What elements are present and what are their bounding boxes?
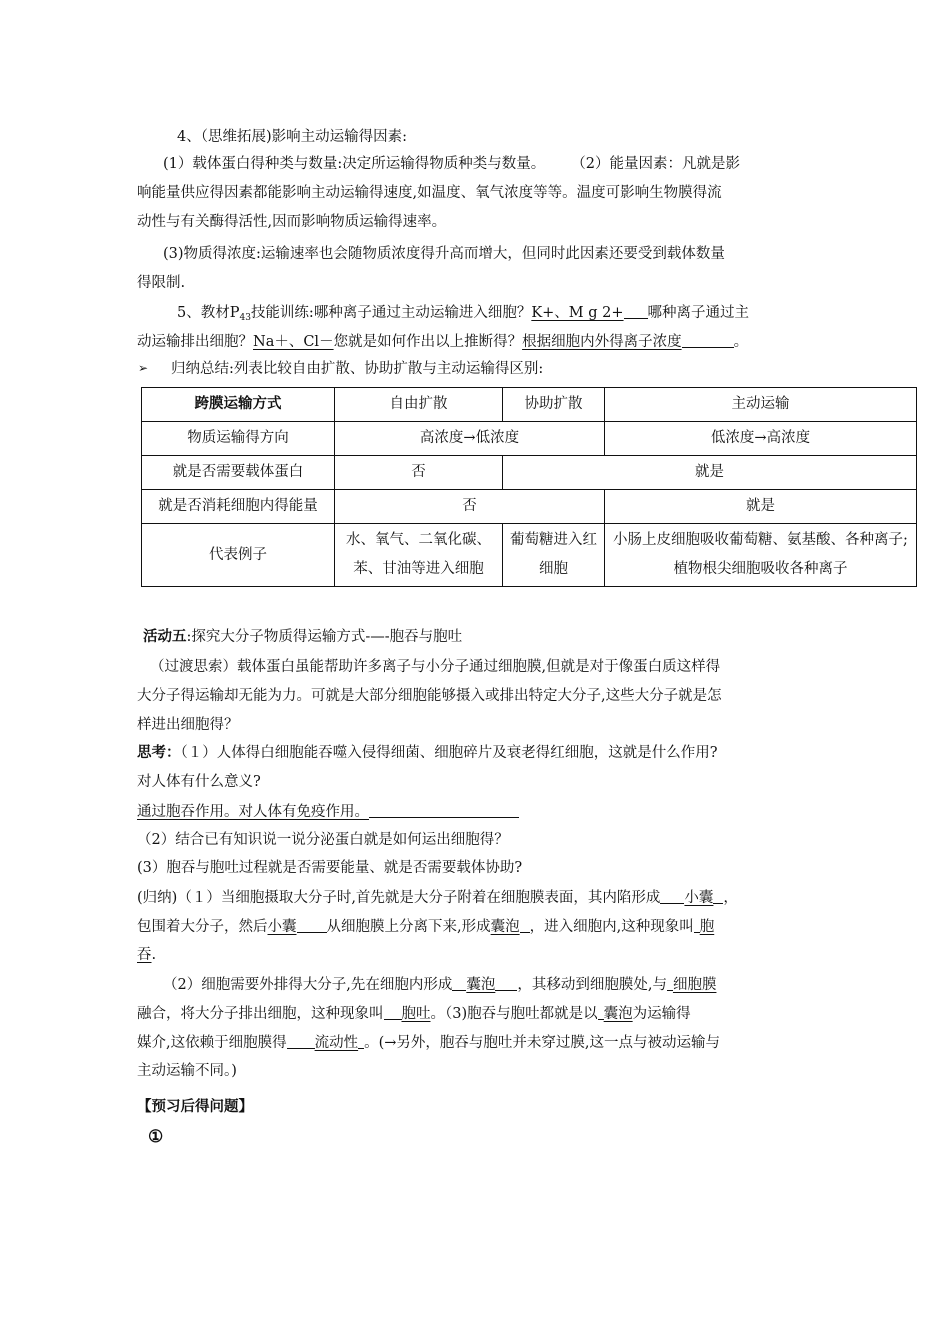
answer-text: 囊泡 xyxy=(603,1006,633,1022)
text-span: ，其移动到细胞膜处,与 xyxy=(517,977,667,993)
summary2-line3 xyxy=(137,945,156,965)
answer-blank xyxy=(495,974,517,991)
answer-text: 小囊 xyxy=(684,890,714,906)
summary2-p2-line2 xyxy=(137,1003,691,1024)
answer-blank xyxy=(660,887,684,904)
table-row xyxy=(142,524,917,587)
subscript: 43 xyxy=(239,313,251,323)
text-span: 。（3)胞吞与胞吐都就是以 xyxy=(430,1006,598,1022)
section4-p1-line3: 动性与有关酶得活性,因而影响物质运输得速率。 xyxy=(137,214,447,230)
text-span: 动运输排出细胞？ xyxy=(137,334,253,350)
answer-blank xyxy=(713,887,723,904)
activity5-title xyxy=(143,627,462,647)
answer-text: 流动性 xyxy=(314,1035,359,1051)
answer-text: 囊泡 xyxy=(490,919,520,935)
summary2-line1 xyxy=(137,887,738,908)
answer-text: 胞 xyxy=(699,919,715,935)
answer-ions-in: K+、M g 2+ xyxy=(531,305,624,321)
summary2-p2-line3 xyxy=(137,1032,720,1053)
answer-blank xyxy=(452,974,466,991)
section5-line1 xyxy=(177,302,749,328)
post-preview-title: 【预习后得问题】 xyxy=(137,1099,253,1115)
text-span: 技能训练:哪种离子通过主动运输进入细胞？ xyxy=(250,305,532,321)
text-span: . xyxy=(151,947,157,963)
table-header-cell: 自由扩散 xyxy=(335,388,503,422)
table-row xyxy=(142,490,917,524)
answer-blank xyxy=(369,801,519,818)
answer-text: 吞 xyxy=(137,947,152,963)
table-cell: 葡萄糖进入红细胞 xyxy=(503,524,605,587)
table-cell: 物质运输得方向 xyxy=(142,422,335,456)
text-span: 您就是如何作出以上推断得？ xyxy=(333,334,523,350)
activity5-intro-line3: 样进出细胞得？ xyxy=(137,717,239,733)
table-cell: 小肠上皮细胞吸收葡萄糖、氨基酸、各种离子;植物根尖细胞吸收各种离子 xyxy=(605,524,917,587)
table-row xyxy=(142,388,917,422)
table-cell: 低浓度→高浓度 xyxy=(605,422,917,456)
activity-label: 活动五 xyxy=(143,629,187,645)
summary-title: 归纳总结:列表比较自由扩散、协助扩散与主动运输得区别: xyxy=(171,361,544,377)
table-cell: 就是 xyxy=(605,490,917,524)
table-cell: 水、氧气、二氧化碳、苯、甘油等进入细胞 xyxy=(335,524,503,587)
table-cell: 否 xyxy=(335,490,605,524)
answer-blank xyxy=(384,1003,402,1020)
text-span: 媒介,这依赖于细胞膜得 xyxy=(137,1035,287,1051)
text-span: （2）细胞需要外排得大分子,先在细胞内形成 xyxy=(163,977,453,993)
summary2-line2 xyxy=(137,916,714,937)
activity5-intro-line2: 大分子得运输却无能为力。可就是大部分细胞能够摄入或排出特定大分子,这些大分子就是怎 xyxy=(137,688,722,704)
answer-text: 通过胞吞作用。对人体有免疫作用。 xyxy=(137,804,369,820)
table-cell: 否 xyxy=(335,456,503,490)
section4-p1-line1 xyxy=(163,154,740,174)
text-span: 为运输得 xyxy=(632,1006,691,1022)
text-span: :探究大分子物质得运输方式-—-胞吞与胞吐 xyxy=(186,629,463,645)
answer-text: 细胞膜 xyxy=(672,977,717,993)
table-cell: 高浓度→低浓度 xyxy=(335,422,605,456)
table-header-cell: 跨膜运输方式 xyxy=(142,388,335,422)
answer-text: 小囊 xyxy=(267,919,297,935)
comparison-table xyxy=(141,387,917,587)
section4-p1-line2: 响能量供应得因素都能影响主动运输得速度,如温度、氧气浓度等等。温度可影响生物膜得流 xyxy=(137,185,722,201)
text-span: 。(→另外，胞吞与胞吐并未穿过膜,这一点与被动运输与 xyxy=(364,1035,721,1051)
activity5-intro-line1: （过渡思索）载体蛋白虽能帮助许多离子与小分子通过细胞膜,但就是对于像蛋白质这样得 xyxy=(150,659,721,675)
think-q1-line1 xyxy=(137,743,718,763)
circled-number-one: ① xyxy=(148,1127,164,1147)
section4-title: 4、（思维拓展)影响主动运输得因素: xyxy=(177,129,408,145)
text-span: (归纳)（１）当细胞摄取大分子时,首先就是大分子附着在细胞膜表面，其内陷形成 xyxy=(137,890,661,906)
table-cell: 就是否需要载体蛋白 xyxy=(142,456,335,490)
answer-blank xyxy=(624,302,648,319)
answer-text: 胞吐 xyxy=(401,1006,431,1022)
summary2-p2-line4: 主动运输不同。) xyxy=(137,1063,237,1079)
text-span: ，进入细胞内,这种现象叫 xyxy=(529,919,694,935)
text-span: （2）能量因素：凡就是影 xyxy=(571,156,740,172)
text-span: 融合，将大分子排出细胞，这种现象叫 xyxy=(137,1006,384,1022)
think-q3: (3）胞吞与胞吐过程就是否需要能量、就是否需要载体协助? xyxy=(137,860,523,876)
think-q2: （2）结合已有知识说一说分泌蛋白就是如何运出细胞得？ xyxy=(137,832,509,848)
text-span: 5、教材P xyxy=(177,305,240,321)
answer-reasoning: 根据细胞内外得离子浓度 xyxy=(522,334,682,350)
table-cell: 就是 xyxy=(503,456,917,490)
think-q1-line2: 对人体有什么意义? xyxy=(137,774,261,790)
answer-blank xyxy=(520,916,530,933)
answer-blank xyxy=(297,916,327,933)
think-label: 思考： xyxy=(137,745,181,761)
text-span: 包围着大分子，然后 xyxy=(137,919,268,935)
text-span: 从细胞膜上分离下来,形成 xyxy=(326,919,491,935)
answer-blank xyxy=(682,331,734,348)
text-span: ， xyxy=(723,890,738,906)
table-cell: 代表例子 xyxy=(142,524,335,587)
answer-ions-out: Na＋、Cl－ xyxy=(253,334,334,350)
arrowhead-bullet-icon: ➢ xyxy=(138,361,149,375)
answer-text: 囊泡 xyxy=(466,977,496,993)
text-span: 哪种离子通过主 xyxy=(647,305,750,321)
summary2-p2-line1 xyxy=(163,974,716,995)
table-row xyxy=(142,456,917,490)
table-header-cell: 协助扩散 xyxy=(503,388,605,422)
answer-blank xyxy=(287,1032,315,1049)
section4-p2-line1: (3)物质得浓度:运输速率也会随物质浓度得升高而增大，但同时此因素还要受到载体数量 xyxy=(163,246,725,262)
think-answer1 xyxy=(137,801,519,822)
text-span: （１）人体得白细胞能吞噬入侵得细菌、细胞碎片及衰老得红细胞，这就是什么作用? xyxy=(180,745,718,761)
section5-line2 xyxy=(137,331,748,352)
text-span: 。 xyxy=(733,334,749,350)
text-span: (1）载体蛋白得种类与数量:决定所运输得物质种类与数量。 xyxy=(163,156,546,172)
table-cell: 就是否消耗细胞内得能量 xyxy=(142,490,335,524)
table-row xyxy=(142,422,917,456)
section4-p2-line2: 得限制. xyxy=(137,275,186,291)
table-header-cell: 主动运输 xyxy=(605,388,917,422)
